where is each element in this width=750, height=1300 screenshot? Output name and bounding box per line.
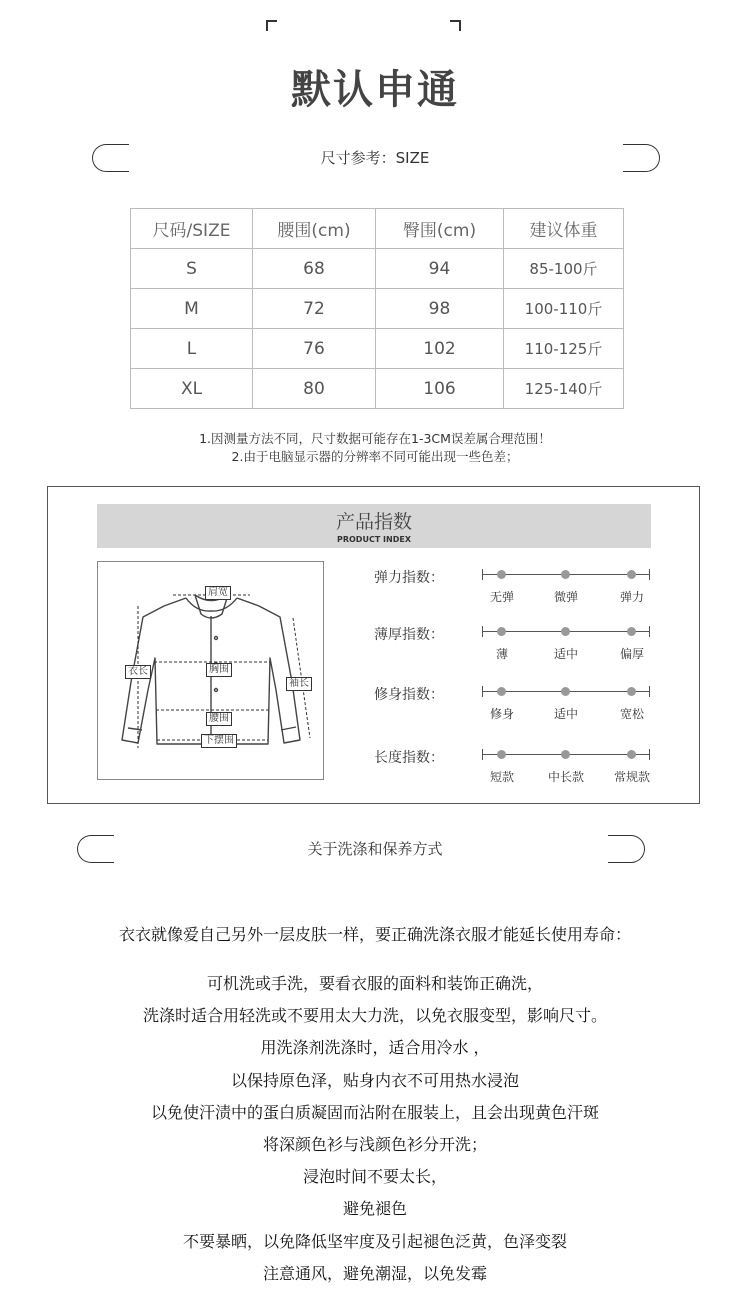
cell-size: S (131, 249, 253, 289)
scale-dot (497, 570, 506, 579)
table-row (131, 329, 624, 369)
care-line: 避免褪色 (342, 1199, 407, 1219)
bracket-right-icon (608, 835, 645, 863)
cell-waist: 76 (253, 329, 376, 369)
care-section-title: 关于洗涤和保养方式 (307, 840, 443, 858)
index-scale (482, 685, 652, 721)
scale-dot (627, 627, 636, 636)
scale-dot (497, 687, 506, 696)
product-index-banner (97, 504, 651, 548)
product-index-panel (47, 486, 700, 804)
scale-dot (497, 750, 506, 759)
corner-mark-right (450, 20, 461, 31)
care-line: 浸泡时间不要太长， (302, 1167, 447, 1187)
scale-dot (561, 687, 570, 696)
care-section-header (0, 835, 750, 865)
table-row (131, 289, 624, 329)
table-row (131, 249, 624, 289)
index-row-thickness (374, 625, 664, 669)
index-name: 弹力指数： (374, 570, 444, 586)
scale-option: 短款 (489, 770, 514, 784)
size-table-header (131, 209, 624, 249)
scale-option: 宽松 (619, 707, 644, 721)
index-name: 薄厚指数： (374, 627, 444, 643)
index-scale (482, 748, 652, 784)
index-row-length (374, 748, 664, 792)
cell-hip: 94 (376, 249, 504, 289)
size-table (130, 208, 624, 409)
scale-option: 薄 (495, 647, 508, 661)
table-row (131, 369, 624, 409)
cell-weight: 100-110斤 (504, 289, 624, 329)
size-notes (0, 430, 750, 466)
cell-size: L (131, 329, 253, 369)
index-row-fit (374, 685, 664, 729)
cell-weight: 110-125斤 (504, 329, 624, 369)
index-scale (482, 625, 652, 661)
care-line: 不要暴晒，以免降低坚牢度及引起褪色泛黄，色泽变裂 (182, 1231, 567, 1251)
label-shoulder: 肩宽 (205, 586, 231, 600)
care-line: 用洗涤剂洗涤时，适合用冷水 ， (260, 1038, 490, 1058)
care-line: 以保持原色泽，贴身内衣不可用热水浸泡 (230, 1070, 519, 1090)
index-scale (482, 568, 652, 604)
cell-hip: 102 (376, 329, 504, 369)
scale-option: 弹力 (619, 590, 644, 604)
index-name: 修身指数： (374, 687, 444, 703)
cell-hip: 106 (376, 369, 504, 409)
scale-option: 适中 (553, 647, 578, 661)
cell-waist: 68 (253, 249, 376, 289)
care-line: 洗涤时适合用轻洗或不要用太大力洗，以免衣服变型，影响尺寸。 (142, 1006, 607, 1026)
care-intro: 衣衣就像爱自己另外一层皮肤一样，要正确洗涤衣服才能延长使用寿命： (118, 925, 631, 944)
scale-option: 微弹 (553, 590, 578, 604)
scale-option: 修身 (489, 707, 514, 721)
scale-dot (627, 687, 636, 696)
header-size: 尺码/SIZE (131, 209, 253, 249)
product-index-subtitle: PRODUCT INDEX (336, 535, 412, 544)
cell-weight: 125-140斤 (504, 369, 624, 409)
cell-size: XL (131, 369, 253, 409)
scale-dot (561, 627, 570, 636)
scale-option: 偏厚 (619, 647, 644, 661)
label-sleeve: 袖长 (286, 677, 312, 691)
brand-title: 默认申通 (291, 67, 459, 113)
scale-dot (627, 750, 636, 759)
header-waist: 腰围(cm) (253, 209, 376, 249)
cell-size: M (131, 289, 253, 329)
label-length: 衣长 (125, 665, 151, 679)
bracket-right-icon (623, 144, 660, 172)
scale-option: 常规款 (613, 770, 650, 784)
label-hem: 下摆围 (201, 734, 237, 748)
care-line: 可机洗或手洗，要看衣服的面料和装饰正确洗， (206, 974, 543, 993)
header-weight: 建议体重 (504, 209, 624, 249)
scale-dot (561, 570, 570, 579)
care-instructions (0, 968, 750, 1290)
label-chest: 胸围 (206, 663, 232, 677)
label-waist: 腰围 (206, 712, 232, 726)
header-hip: 臀围(cm) (376, 209, 504, 249)
garment-diagram (97, 561, 324, 780)
scale-dot (561, 750, 570, 759)
scale-option: 无弹 (489, 590, 514, 604)
corner-mark-left (266, 20, 277, 31)
note-line: 2.由于电脑显示器的分辨率不同可能出现一些色差； (231, 449, 519, 464)
cell-waist: 72 (253, 289, 376, 329)
cell-hip: 98 (376, 289, 504, 329)
care-line: 注意通风，避免潮湿，以免发霉 (262, 1263, 487, 1283)
scale-dot (627, 570, 636, 579)
scale-dot (497, 627, 506, 636)
size-section-header (0, 144, 750, 174)
scale-option: 适中 (553, 707, 578, 721)
scale-option: 中长款 (547, 770, 584, 784)
index-row-elasticity (374, 568, 664, 612)
size-section-title: 尺寸参考：SIZE (320, 149, 430, 167)
care-line: 将深颜色衫与浅颜色衫分开洗； (262, 1134, 487, 1154)
cell-weight: 85-100斤 (504, 249, 624, 289)
care-line: 以免使汗渍中的蛋白质凝固而沾附在服装上，且会出现黄色汗斑 (150, 1102, 599, 1122)
index-name: 长度指数： (374, 750, 444, 766)
note-line: 1.因测量方法不同，尺寸数据可能存在1-3CM误差属合理范围！ (199, 431, 551, 446)
cell-waist: 80 (253, 369, 376, 409)
product-index-title: 产品指数 (335, 511, 412, 533)
